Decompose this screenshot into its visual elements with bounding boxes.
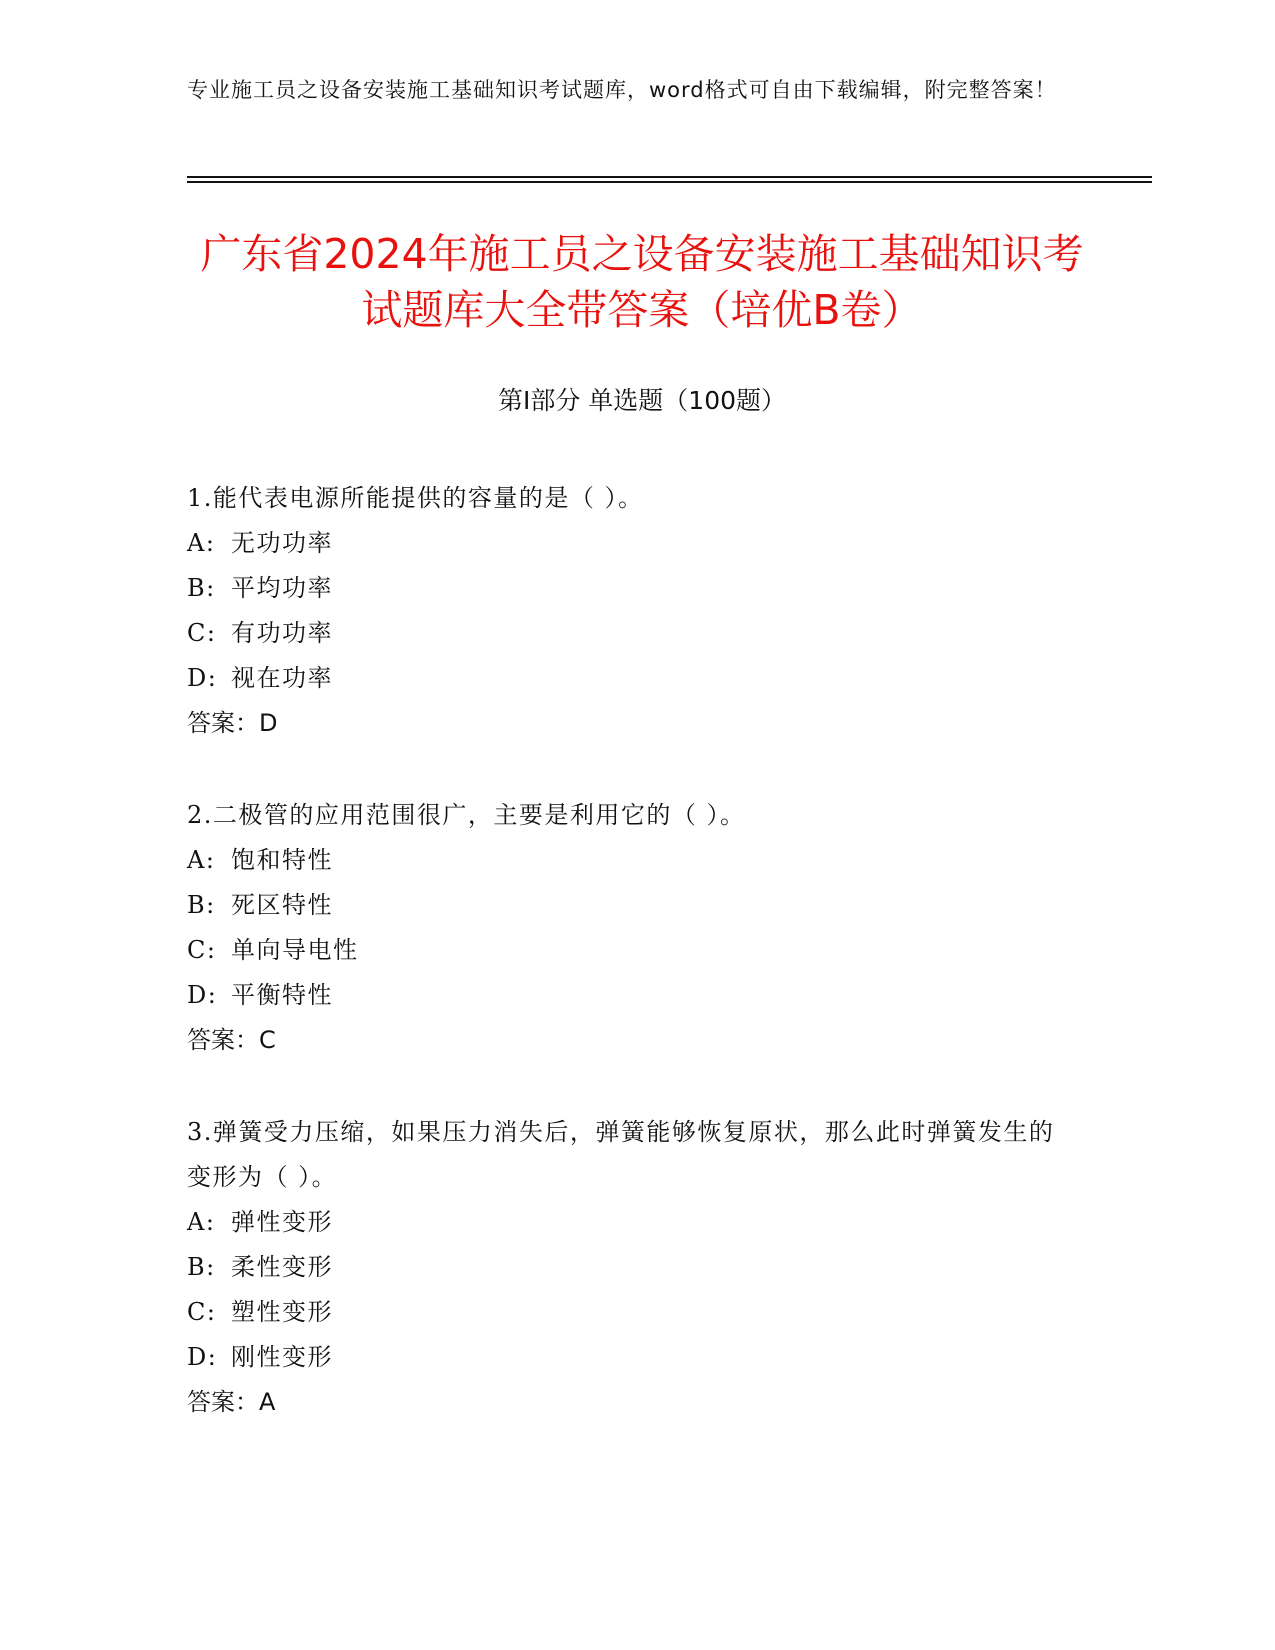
- option-text: 弹性变形: [231, 1208, 333, 1236]
- option-text: 饱和特性: [231, 846, 333, 874]
- option-b: [187, 883, 1067, 928]
- answer: 答案：A: [187, 1388, 276, 1416]
- option-text: 平衡特性: [231, 981, 333, 1009]
- option-text: 塑性变形: [231, 1298, 333, 1326]
- document-title: 广东省2024年施工员之设备安装施工基础知识考试题库大全带答案（培优B卷）: [200, 230, 1084, 334]
- question-1: [187, 476, 1067, 746]
- option-d: [187, 973, 1067, 1018]
- option-text: 单向导电性: [231, 936, 359, 964]
- section-heading: 第Ⅰ部分 单选题（100题）: [497, 386, 787, 415]
- option-text: 死区特性: [231, 891, 333, 919]
- option-letter: B:: [187, 1253, 216, 1281]
- answer: 答案：C: [187, 1026, 276, 1054]
- option-c: [187, 928, 1067, 973]
- option-c: [187, 611, 1067, 656]
- question-stem: 3.弹簧受力压缩，如果压力消失后，弹簧能够恢复原状，那么此时弹簧发生的变形为（ ）。: [187, 1118, 1055, 1191]
- option-text: 柔性变形: [231, 1253, 333, 1281]
- option-letter: A:: [187, 529, 216, 557]
- question-stem: 1.能代表电源所能提供的容量的是（ ）。: [187, 484, 644, 512]
- option-letter: C:: [187, 1298, 217, 1326]
- option-letter: B:: [187, 891, 216, 919]
- option-letter: D:: [187, 664, 218, 692]
- option-text: 视在功率: [231, 664, 333, 692]
- option-letter: A:: [187, 846, 216, 874]
- option-b: [187, 1245, 1067, 1290]
- option-c: [187, 1290, 1067, 1335]
- option-a: [187, 1200, 1067, 1245]
- option-letter: B:: [187, 574, 216, 602]
- option-letter: C:: [187, 619, 217, 647]
- option-text: 无功功率: [231, 529, 333, 557]
- option-b: [187, 566, 1067, 611]
- question-2: [187, 793, 1067, 1063]
- option-d: [187, 656, 1067, 701]
- option-d: [187, 1335, 1067, 1380]
- option-letter: C:: [187, 936, 217, 964]
- header-rule-bottom: [187, 181, 1152, 183]
- option-text: 有功功率: [231, 619, 333, 647]
- option-a: [187, 838, 1067, 883]
- option-letter: D:: [187, 981, 218, 1009]
- question-list: [187, 476, 1067, 1472]
- option-letter: D:: [187, 1343, 218, 1371]
- option-letter: A:: [187, 1208, 216, 1236]
- option-text: 刚性变形: [231, 1343, 333, 1371]
- question-stem: 2.二极管的应用范围很广，主要是利用它的（ ）。: [187, 801, 746, 829]
- header-rule-top: [187, 176, 1152, 178]
- option-a: [187, 521, 1067, 566]
- answer: 答案：D: [187, 709, 278, 737]
- option-text: 平均功率: [231, 574, 333, 602]
- header-note: 专业施工员之设备安装施工基础知识考试题库，word格式可自由下载编辑，附完整答案！: [187, 78, 1057, 102]
- question-3: [187, 1110, 1067, 1425]
